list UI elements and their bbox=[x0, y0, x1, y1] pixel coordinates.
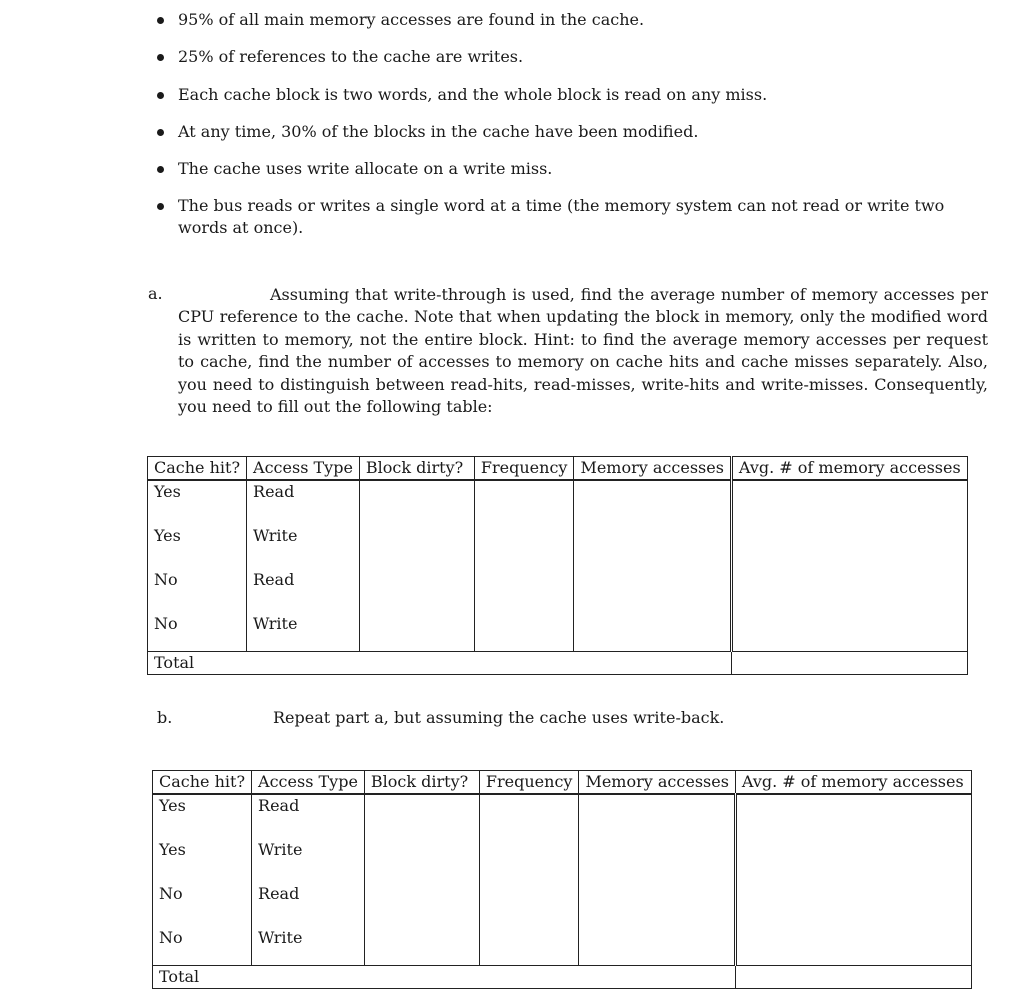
header-access-type: Access Type bbox=[247, 457, 360, 481]
header-avg-memory-accesses: Avg. # of memory accesses bbox=[735, 771, 971, 795]
header-memory-accesses: Memory accesses bbox=[579, 771, 735, 795]
header-cache-hit: Cache hit? bbox=[153, 771, 252, 795]
cell-memory-accesses[interactable] bbox=[574, 613, 731, 652]
cell-avg-memory-accesses[interactable] bbox=[735, 794, 971, 839]
cell-cache-hit: Yes bbox=[148, 480, 247, 525]
bullet-dot-icon bbox=[157, 17, 164, 24]
bullet-item: 95% of all main memory accesses are found in the cache. bbox=[157, 9, 987, 31]
bullet-item: The cache uses write allocate on a write miss. bbox=[157, 158, 987, 180]
header-frequency: Frequency bbox=[474, 457, 574, 481]
cell-access-type: Read bbox=[247, 480, 360, 525]
cell-cache-hit: No bbox=[148, 569, 247, 613]
cell-cache-hit: Yes bbox=[148, 525, 247, 569]
bullet-item: At any time, 30% of the blocks in the cache have been modified. bbox=[157, 121, 987, 143]
cell-block-dirty[interactable] bbox=[364, 794, 479, 839]
cell-frequency[interactable] bbox=[479, 883, 579, 927]
table-header-row bbox=[148, 457, 968, 481]
cell-total-label: Total bbox=[153, 966, 736, 989]
bullet-dot-icon bbox=[157, 54, 164, 61]
bullet-dot-icon bbox=[157, 92, 164, 99]
part-a-label: a. bbox=[148, 284, 163, 303]
cell-memory-accesses[interactable] bbox=[574, 480, 731, 525]
table-row bbox=[148, 569, 968, 613]
header-block-dirty: Block dirty? bbox=[359, 457, 474, 481]
cell-memory-accesses[interactable] bbox=[574, 569, 731, 613]
cell-access-type: Write bbox=[247, 525, 360, 569]
cell-memory-accesses[interactable] bbox=[579, 927, 735, 966]
cell-avg-memory-accesses[interactable] bbox=[731, 525, 967, 569]
cell-memory-accesses[interactable] bbox=[579, 883, 735, 927]
bullet-dot-icon bbox=[157, 166, 164, 173]
cell-block-dirty[interactable] bbox=[364, 927, 479, 966]
table-header-row bbox=[153, 771, 972, 795]
cell-access-type: Read bbox=[247, 569, 360, 613]
cell-avg-memory-accesses[interactable] bbox=[731, 480, 967, 525]
cell-access-type: Read bbox=[252, 883, 365, 927]
cell-cache-hit: No bbox=[153, 927, 252, 966]
header-block-dirty: Block dirty? bbox=[364, 771, 479, 795]
table-row bbox=[153, 794, 972, 839]
header-frequency: Frequency bbox=[479, 771, 579, 795]
cell-total-label: Total bbox=[148, 652, 732, 675]
cell-frequency[interactable] bbox=[479, 927, 579, 966]
cell-avg-memory-accesses[interactable] bbox=[735, 927, 971, 966]
bullet-dot-icon bbox=[157, 203, 164, 210]
cell-cache-hit: Yes bbox=[153, 794, 252, 839]
cell-frequency[interactable] bbox=[479, 839, 579, 883]
cell-frequency[interactable] bbox=[474, 613, 574, 652]
answer-table-b bbox=[152, 770, 972, 989]
cell-memory-accesses[interactable] bbox=[579, 839, 735, 883]
table-total-row bbox=[148, 652, 968, 675]
cell-access-type: Read bbox=[252, 794, 365, 839]
cell-avg-memory-accesses[interactable] bbox=[735, 883, 971, 927]
cell-frequency[interactable] bbox=[474, 569, 574, 613]
cell-block-dirty[interactable] bbox=[364, 883, 479, 927]
cell-cache-hit: No bbox=[148, 613, 247, 652]
table-row bbox=[148, 480, 968, 525]
cell-avg-memory-accesses[interactable] bbox=[731, 569, 967, 613]
cell-access-type: Write bbox=[247, 613, 360, 652]
cell-cache-hit: Yes bbox=[153, 839, 252, 883]
header-avg-memory-accesses: Avg. # of memory accesses bbox=[731, 457, 967, 481]
cell-access-type: Write bbox=[252, 927, 365, 966]
bullet-item: 25% of references to the cache are writes. bbox=[157, 46, 987, 68]
part-a-question: Assuming that write-through is used, find the average number of memory accesses per CPU reference to the cache. Note that when updating the block in memory, only the modified word is written to memory, not the entire block. Hint: to find the average memory accesses per request to cache, find the number of accesses to memory on cache hits and cache misses separately. Also, you need to distinguish between read-hits, read-misses, write-hits and write-misses. Consequently, you need to fill out the following table: bbox=[178, 285, 988, 417]
header-memory-accesses: Memory accesses bbox=[574, 457, 731, 481]
cell-block-dirty[interactable] bbox=[364, 839, 479, 883]
part-b-question: Repeat part a, but assuming the cache uses write-back. bbox=[273, 708, 725, 727]
bullet-dot-icon bbox=[157, 129, 164, 136]
table-row bbox=[153, 839, 972, 883]
cell-total-value[interactable] bbox=[731, 652, 967, 675]
cell-block-dirty[interactable] bbox=[359, 480, 474, 525]
cell-frequency[interactable] bbox=[474, 480, 574, 525]
table-row bbox=[148, 613, 968, 652]
table-row bbox=[153, 927, 972, 966]
cell-block-dirty[interactable] bbox=[359, 613, 474, 652]
cell-memory-accesses[interactable] bbox=[574, 525, 731, 569]
cell-total-value[interactable] bbox=[735, 966, 971, 989]
cell-block-dirty[interactable] bbox=[359, 569, 474, 613]
cell-frequency[interactable] bbox=[479, 794, 579, 839]
table-row bbox=[148, 525, 968, 569]
bullet-item: The bus reads or writes a single word at a time (the memory system can not read or write two words at once). bbox=[157, 195, 987, 239]
cell-frequency[interactable] bbox=[474, 525, 574, 569]
table-total-row bbox=[153, 966, 972, 989]
cell-access-type: Write bbox=[252, 839, 365, 883]
cell-avg-memory-accesses[interactable] bbox=[731, 613, 967, 652]
cell-block-dirty[interactable] bbox=[359, 525, 474, 569]
cell-cache-hit: No bbox=[153, 883, 252, 927]
header-access-type: Access Type bbox=[252, 771, 365, 795]
header-cache-hit: Cache hit? bbox=[148, 457, 247, 481]
cell-avg-memory-accesses[interactable] bbox=[735, 839, 971, 883]
part-b-label: b. bbox=[157, 708, 173, 727]
cell-memory-accesses[interactable] bbox=[579, 794, 735, 839]
table-row bbox=[153, 883, 972, 927]
bullet-item: Each cache block is two words, and the whole block is read on any miss. bbox=[157, 84, 987, 106]
answer-table-a bbox=[147, 456, 968, 675]
